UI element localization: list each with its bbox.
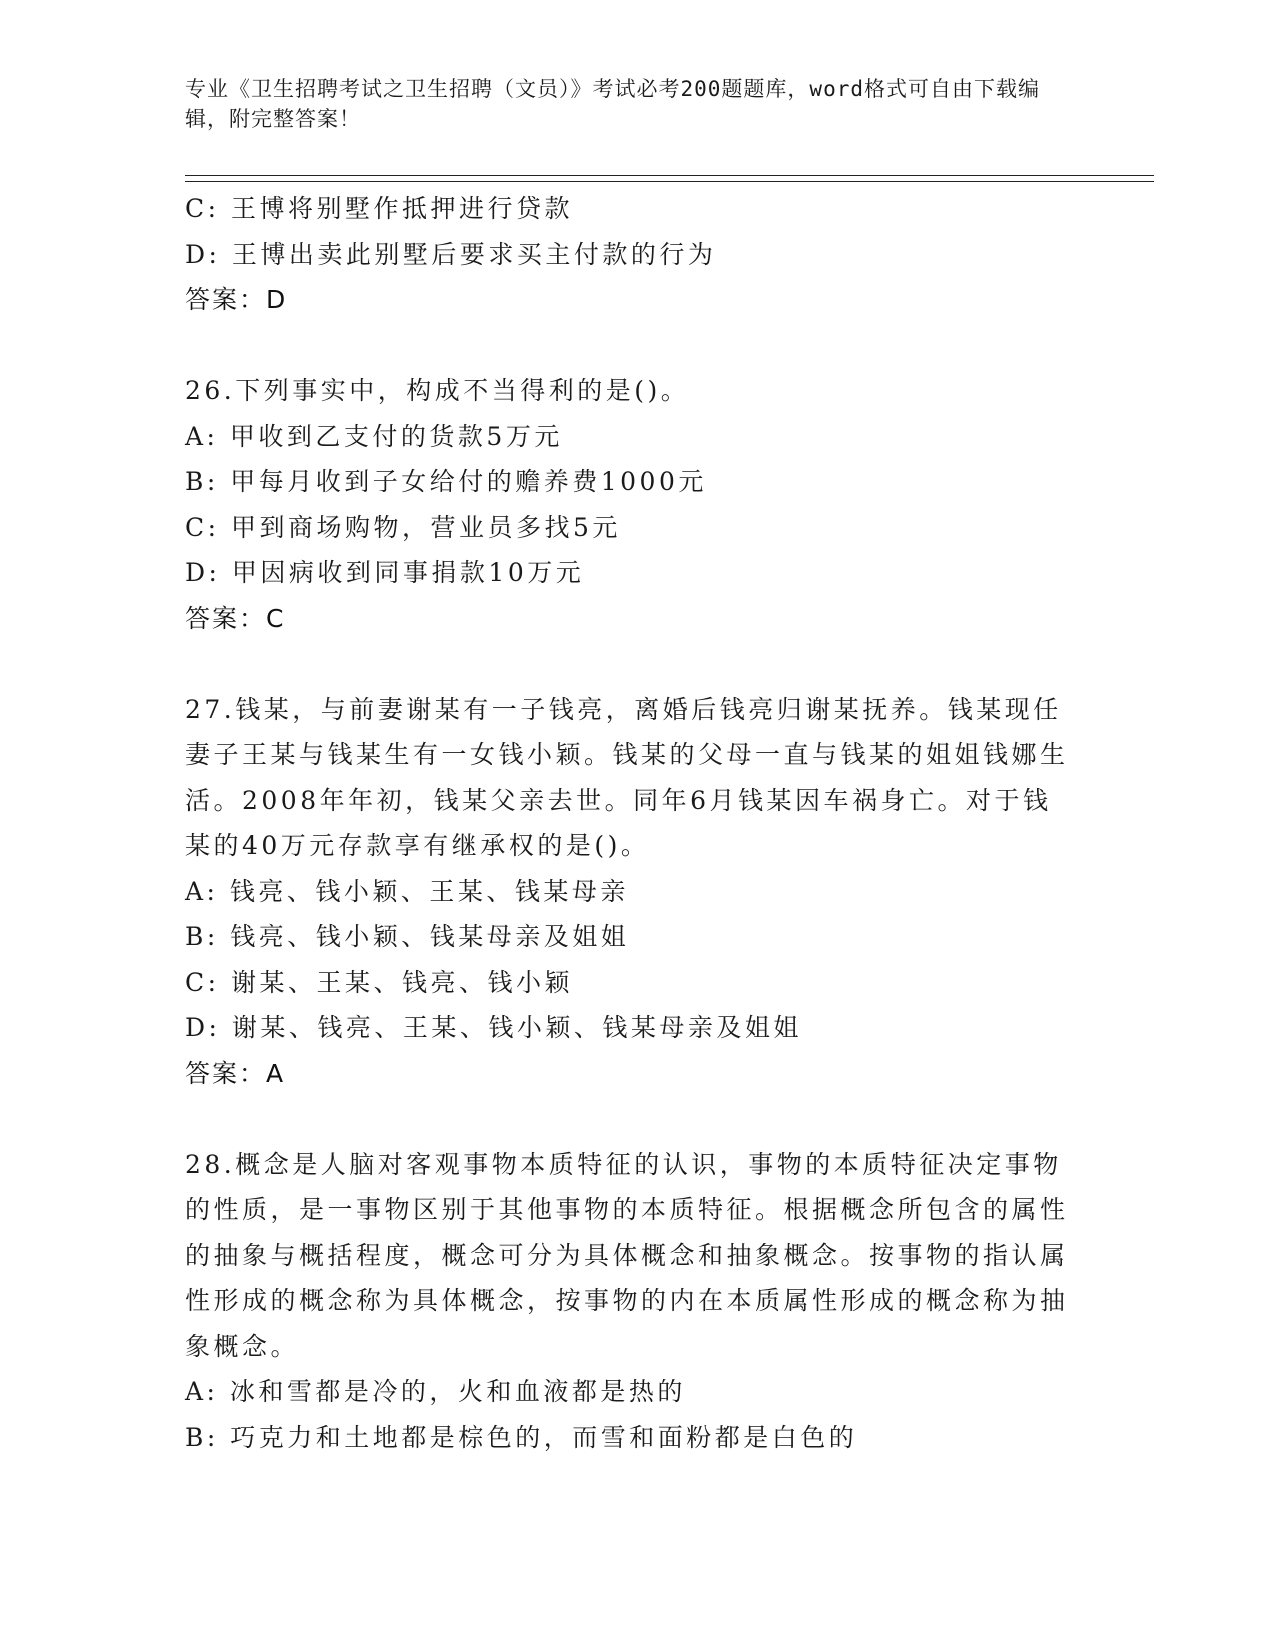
option-a: A: 钱亮、钱小颖、王某、钱某母亲 bbox=[185, 876, 629, 906]
answer-line: 答案：C bbox=[185, 603, 286, 633]
option-c: C: 谢某、王某、钱亮、钱小颖 bbox=[185, 967, 573, 997]
document-body bbox=[185, 186, 1070, 1460]
option-a: A: 冰和雪都是冷的，火和血液都是热的 bbox=[185, 1377, 686, 1406]
question-stem: 27.钱某，与前妻谢某有一子钱亮，离婚后钱亮归谢某抚养。钱某现任妻子王某与钱某生有一女钱小颖。钱某的父母一直与钱某的姐姐钱娜生活。2008年年初，钱某父亲去世。同年6月钱某因车祸身亡。对于钱某的40万元存款享有继承权的是()。 bbox=[185, 694, 1069, 860]
header-divider-thin bbox=[185, 181, 1154, 182]
option-c: C: 王博将别墅作抵押进行贷款 bbox=[185, 194, 573, 223]
option-b: B: 巧克力和土地都是棕色的，而雪和面粉都是白色的 bbox=[185, 1422, 858, 1452]
answer-line: 答案：A bbox=[185, 1058, 286, 1088]
spacer bbox=[185, 641, 1070, 687]
option-d: D: 谢某、钱亮、王某、钱小颖、钱某母亲及姐姐 bbox=[185, 1013, 802, 1042]
header-divider-thick bbox=[185, 175, 1154, 176]
question-26 bbox=[185, 368, 1070, 641]
spacer bbox=[185, 323, 1070, 369]
option-b: B: 钱亮、钱小颖、钱某母亲及姐姐 bbox=[185, 922, 630, 951]
question-stem: 26.下列事实中，构成不当得利的是()。 bbox=[185, 376, 690, 405]
option-b: B: 甲每月收到子女给付的赡养费1000元 bbox=[185, 467, 707, 496]
answer-line: 答案：D bbox=[185, 285, 288, 314]
option-d: D: 王博出卖此别墅后要求买主付款的行为 bbox=[185, 239, 717, 269]
option-a: A: 甲收到乙支付的货款5万元 bbox=[185, 421, 563, 451]
option-d: D: 甲因病收到同事捐款10万元 bbox=[185, 558, 585, 587]
question-25-continued bbox=[185, 186, 1070, 323]
question-28 bbox=[185, 1142, 1070, 1461]
option-c: C: 甲到商场购物，营业员多找5元 bbox=[185, 512, 621, 542]
spacer bbox=[185, 1096, 1070, 1142]
document-header: 专业《卫生招聘考试之卫生招聘（文员）》考试必考200题题库，word格式可自由下载编辑，附完整答案！ bbox=[185, 77, 1040, 131]
question-stem: 28.概念是人脑对客观事物本质特征的认识，事物的本质特征决定事物的性质，是一事物区别于其他事物的本质特征。根据概念所包含的属性的抽象与概括程度，概念可分为具体概念和抽象概念。按事物的指认属性形成的概念称为具体概念，按事物的内在本质属性形成的概念称为抽象概念。 bbox=[185, 1149, 1069, 1361]
question-27 bbox=[185, 687, 1070, 1097]
